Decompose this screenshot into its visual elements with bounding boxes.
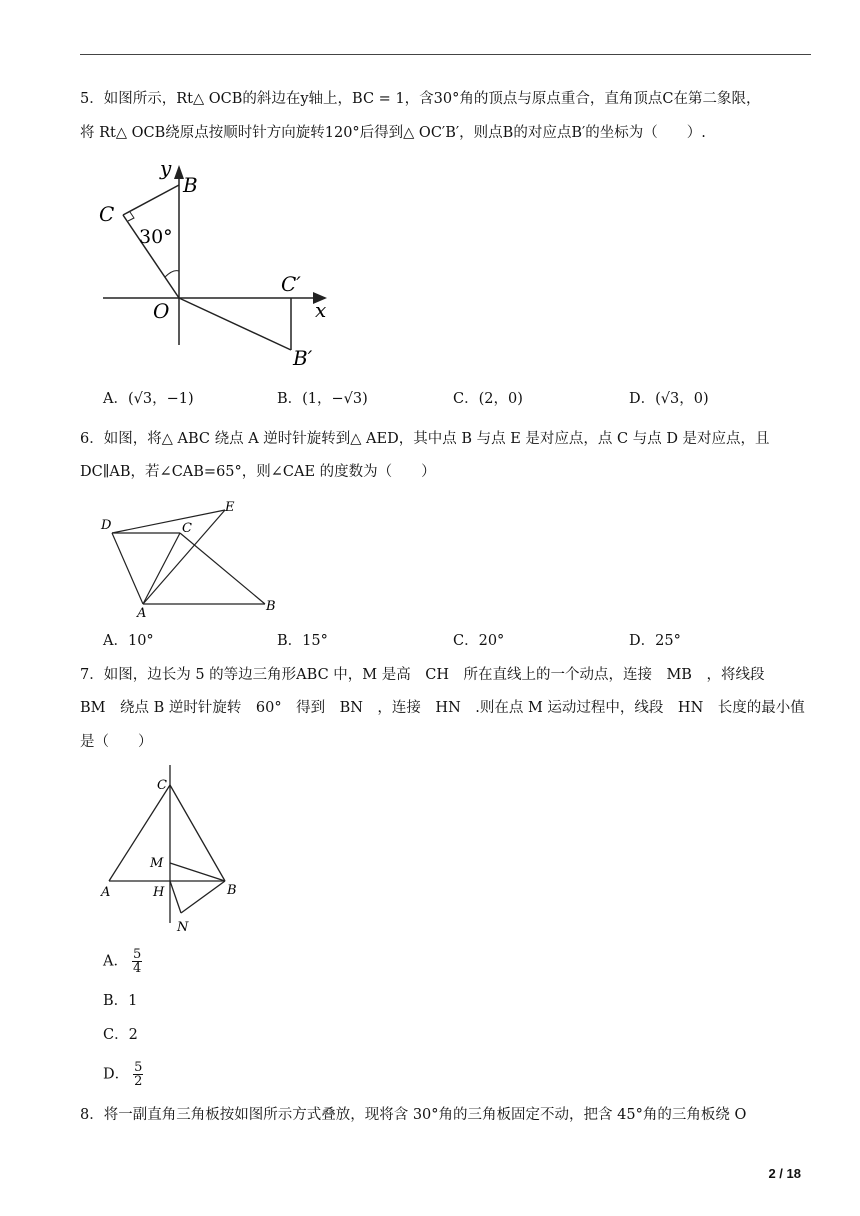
q7-label-c: C (157, 778, 167, 793)
q6-option-d[interactable]: D．25° (629, 633, 681, 649)
q5-label-angle: 30° (139, 226, 173, 248)
q6-label-c: C (182, 521, 192, 536)
q7-option-c-value: 2 (128, 1027, 138, 1043)
q6-option-b[interactable]: B．15° (277, 633, 328, 649)
q7-text-line1: 7．如图，边长为 5 的等边三角形ABC 中，M 是高 CH 所在直线上的一个动点，连接 MB ，将线段 (80, 667, 765, 683)
q6-figure (95, 495, 285, 620)
q5-label-c-prime: C′ (281, 272, 301, 296)
q5-label-x: x (315, 298, 327, 322)
q7-label-b: B (227, 883, 237, 898)
q5-text-line2: 将 Rt△ OCB绕原点按顺时针方向旋转120°后得到△ OC′B′，则点B的对应点B′的坐标为（ ）. (80, 125, 706, 141)
q7-option-a-numerator: 5 (132, 947, 142, 962)
q5-option-b[interactable]: B．(1，−√3) (277, 391, 368, 407)
q6-label-a: A (137, 606, 147, 620)
q7-option-a-denominator: 4 (132, 961, 142, 976)
q7-option-d[interactable] (103, 1061, 143, 1088)
q6-text-line2: DC∥AB，若∠CAB=65°，则∠CAE 的度数为（ ） (80, 464, 436, 480)
q7-option-b[interactable] (103, 992, 137, 1010)
q7-option-c-label: C． (103, 1027, 129, 1043)
q5-label-b: B (183, 173, 198, 197)
q7-option-a-label: A． (103, 953, 128, 970)
q6-option-a[interactable]: A．10° (103, 633, 154, 649)
q5-option-d[interactable]: D．(√3，0) (629, 391, 709, 407)
q7-option-a[interactable] (103, 948, 142, 975)
q7-option-c[interactable] (103, 1026, 138, 1044)
q7-option-b-label: B． (103, 993, 129, 1009)
q5-option-a[interactable]: A．(√3，−1) (103, 391, 194, 407)
q6-label-e: E (225, 500, 235, 515)
q8-text-line1: 8．将一副直角三角板按如图所示方式叠放，现将含 30°角的三角板固定不动，把含 45°角的三角板绕 O (80, 1107, 747, 1123)
q7-option-d-label: D． (103, 1066, 130, 1083)
q7-label-n: N (177, 920, 189, 935)
page-number: 2 / 18 (768, 1166, 801, 1181)
q7-option-a-fraction (132, 948, 142, 975)
q5-text-line1: 5．如图所示，Rt△ OCB的斜边在y轴上，BC = 1，含30°角的顶点与原点重合，直角顶点C在第二象限， (80, 91, 761, 107)
q7-figure (95, 765, 255, 937)
q7-text-line3: 是（ ） (80, 734, 153, 750)
q5-figure (95, 155, 345, 373)
q5-option-c[interactable]: C．(2，0) (453, 391, 523, 407)
q7-option-d-numerator: 5 (134, 1060, 143, 1075)
q6-label-b: B (266, 599, 276, 614)
q5-label-y: y (160, 156, 172, 180)
q7-option-d-denominator: 2 (134, 1074, 143, 1089)
q5-label-c: C (99, 202, 115, 226)
q7-text-line2: BM 绕点 B 逆时针旋转 60° 得到 BN ，连接 HN .则在点 M 运动过程中，线段 HN 长度的最小值 (80, 700, 805, 716)
q7-option-b-value: 1 (128, 993, 138, 1009)
q6-text-line1: 6．如图，将△ ABC 绕点 A 逆时针旋转到△ AED，其中点 B 与点 E 是对应点，点 C 与点 D 是对应点，且 (80, 431, 770, 447)
q7-label-a: A (101, 885, 111, 900)
header-rule (80, 54, 811, 55)
q7-option-d-fraction (133, 1061, 143, 1088)
q6-option-c[interactable]: C．20° (453, 633, 505, 649)
q7-label-m: M (150, 856, 164, 871)
q5-label-b-prime: B′ (293, 346, 313, 370)
q5-label-o: O (153, 299, 170, 323)
q6-label-d: D (101, 518, 112, 533)
q7-label-h: H (153, 885, 165, 900)
